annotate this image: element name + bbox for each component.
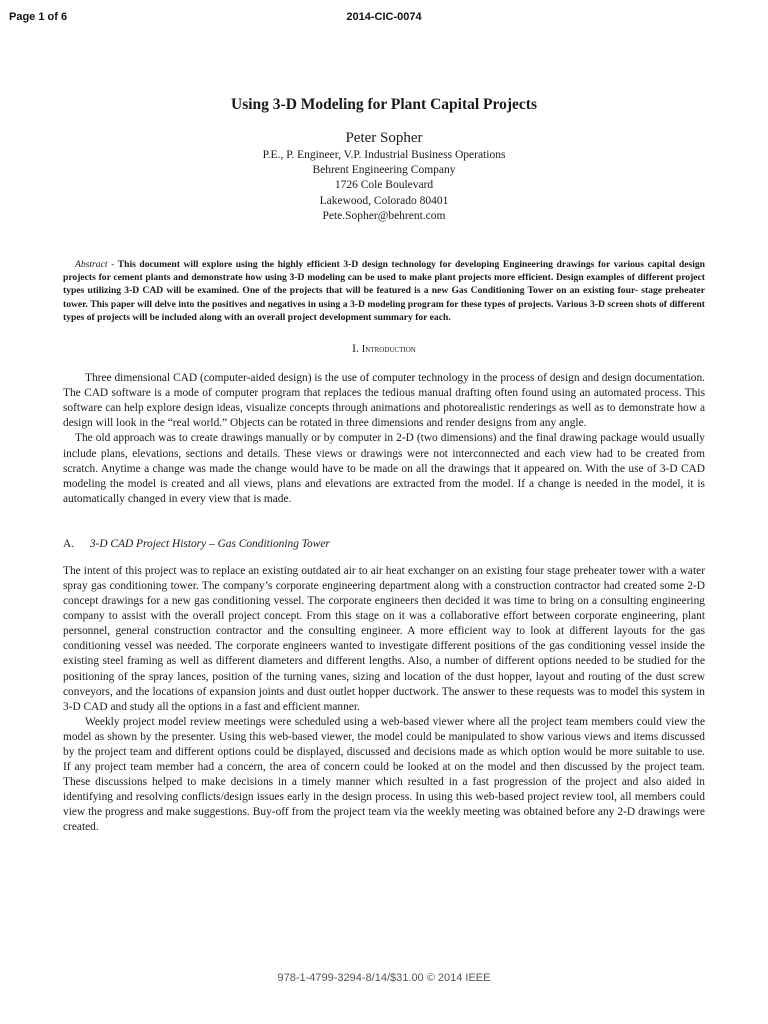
- author-affiliation: [63, 148, 705, 224]
- page-number-label: Page 1 of 6: [9, 11, 68, 23]
- subsection-title: 3-D CAD Project History – Gas Conditioning Tower: [89, 537, 330, 550]
- body-paragraph: The old approach was to create drawings manually or by computer in 2-D (two dimensions) and the final drawing package would usually include plans, elevations, sections and details. These views or drawings were not interconnected and each view had to be created from scratch. Anytime a change was made the change would have to be made on all the drawings that it appeared on. With the use of 3-D CAD modeling the model is created and all views, plans and elevations are extracted from the model. If a change is needed in the model, it is automatically changed in every view that is made.: [63, 432, 705, 505]
- affiliation-line: 1726 Cole Boulevard: [334, 179, 434, 192]
- affiliation-line: Lakewood, Colorado 80401: [319, 194, 449, 207]
- section-title: Introduction: [361, 344, 416, 356]
- subsection-number: A.: [63, 537, 75, 550]
- subsection-heading: [63, 537, 705, 551]
- section-heading-introduction: [63, 342, 705, 357]
- copyright-footer: 978-1-4799-3294-8/14/$31.00 © 2014 IEEE: [277, 972, 491, 984]
- body-paragraph: Weekly project model review meetings were scheduled using a web-based viewer where all the project team members could view the model as shown by the presenter. Using this web-based viewer, the model could be manipulated to show various views and items discussed by the project team and different options could be displayed, discussed and decisions made as which option would be more suitable to use. If any project team member had a concern, the area of concern could be looked at on the model and then discussed by the project team. These discussions helped to make decisions in a timely manner which resulted in a fast progression of the project and also aided in identifying and resolving conflicts/design issues early in the design process. In using this web-based project review tool, all members could view the progress and make suggestions. Buy-off from the project team via the weekly meeting was obtained before any 2-D drawings were created.: [63, 715, 705, 834]
- affiliation-line: Behrent Engineering Company: [312, 164, 456, 177]
- paper-body: [63, 95, 705, 836]
- author-email: Pete.Sopher@behrent.com: [322, 209, 446, 222]
- author-name: Peter Sopher: [345, 130, 423, 146]
- document-id: 2014-CIC-0074: [346, 11, 422, 23]
- abstract-text: This document will explore using the highly efficient 3-D design technology for developing Engineering drawings for various capital design projects for cement plants and demonstrate how using 3-D modeling can be used to make plant projects more efficient. Design examples of different project types utilizing 3-D CAD will be examined. One of the projects that will be featured is a new Gas Conditioning Tower on an existing four- stage preheater tower. This paper will delve into the positives and negatives in using a 3-D modeling program for these types of projects. Various 3-D screen shots of different types of projects will be included along with an overall project development summary for each.: [63, 259, 705, 323]
- abstract-label: Abstract -: [75, 259, 115, 271]
- paper-title: Using 3-D Modeling for Plant Capital Projects: [231, 96, 537, 113]
- abstract: [63, 258, 705, 324]
- affiliation-line: P.E., P. Engineer, V.P. Industrial Business Operations: [262, 149, 506, 161]
- body-paragraph: Three dimensional CAD (computer-aided design) is the use of computer technology in the process of design and design documentation. The CAD software is a mode of computer program that replaces the tedious manual drafting often found using an automated process. This software can help explore design ideas, visualize concepts through animations and photorealistic renderings as well as to demonstrate how a design will look in the “real world.” Objects can be rotated in three dimensions and render designs from any angle.: [63, 372, 705, 430]
- body-paragraph: The intent of this project was to replace an existing outdated air to air heat exchanger on an existing four stage preheater tower with a water spray gas conditioning tower. The company’s corporate engineering department along with a construction contractor had created some 2-D concept drawings for a new gas conditioning vessel. The corporate engineers then decided it was time to bring on a consulting engineering company to assist with the overall project concept. From this stage on it was a collaborative effort between corporate engineering, plant personnel, general construction contractor and the consulting engineer. A more efficient way to look at different layouts for the gas conditioning vessel was needed. The corporate engineers wanted to investigate different positions of the gas conditioning vessel inside the existing steel framing as well as different diameters and different lengths. Also, a number of different options needed to be studied for the positioning of the spray lances, position of the turning vanes, sizing and location of the dust hopper, layout and routing of the dust screw conveyors, and the locations of expansion joints and dust outlet hopper ductwork. The answer to these requests was to model this system in 3-D CAD and study all the options in a fast and efficient manner.: [63, 564, 705, 713]
- section-number: I.: [352, 343, 359, 356]
